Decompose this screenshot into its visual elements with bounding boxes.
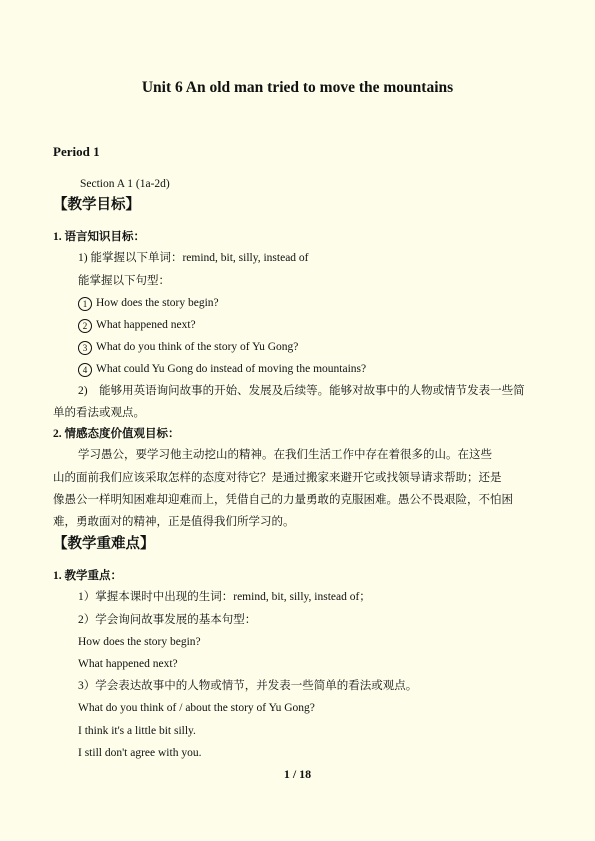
focus-line: I still don't agree with you.: [78, 747, 202, 759]
emotion-goals-heading: 2. 情感态度价值观目标：: [53, 428, 180, 440]
pattern-text: What happened next?: [96, 319, 196, 331]
pattern-item: [78, 340, 298, 355]
emotion-paragraph-line: 山的面前我们应该采取怎样的态度对待它？是通过搬家来避开它或找领导请求帮助；还是: [53, 472, 502, 484]
skill-goal-line: 2) 能够用英语询问故事的开始、发展及后续等。能够对故事中的人物或情节发表一些简: [78, 385, 525, 397]
page-number: 1 / 18: [283, 767, 312, 781]
pattern-item: [78, 318, 196, 333]
patterns-intro: 能掌握以下句型：: [78, 275, 170, 287]
focus-line: 2）学会询问故事发展的基本句型：: [78, 614, 257, 626]
focus-line: I think it's a little bit silly.: [78, 725, 196, 737]
circled-number: 2: [78, 319, 92, 333]
objectives-heading: 【教学目标】: [53, 197, 140, 213]
pattern-item: [78, 296, 219, 311]
language-goals-heading: 1. 语言知识目标：: [53, 231, 145, 243]
focus-line: What happened next?: [78, 658, 178, 670]
emotion-paragraph-line: 学习愚公，要学习他主动挖山的精神。在我们生活工作中存在着很多的山。在这些: [78, 449, 492, 461]
focus-line: What do you think of / about the story of Yu Gong?: [78, 702, 315, 714]
pattern-item: [78, 362, 366, 377]
emotion-paragraph-line: 难，勇敢面对的精神，正是值得我们所学习的。: [53, 516, 295, 528]
pattern-text: How does the story begin?: [96, 297, 219, 309]
circled-number: 1: [78, 297, 92, 311]
focus-line: How does the story begin?: [78, 636, 201, 648]
pattern-text: What could Yu Gong do instead of moving the mountains?: [96, 363, 367, 375]
circled-number: 4: [78, 363, 92, 377]
vocabulary-line: 1) 能掌握以下单词：remind, bit, silly, instead of: [78, 252, 309, 264]
emotion-paragraph-line: 像愚公一样明知困难却迎难而上，凭借自己的力量勇敢的克服困难。愚公不畏艰险，不怕困: [53, 494, 513, 506]
pattern-text: What do you think of the story of Yu Gong?: [96, 341, 299, 353]
focus-line: 1）掌握本课时中出现的生词：remind, bit, silly, instead of；: [78, 591, 371, 603]
section-label: Section A 1 (1a-2d): [80, 178, 170, 190]
period-heading: Period 1: [53, 144, 100, 159]
document-title: Unit 6 An old man tried to move the mountains: [141, 79, 454, 96]
circled-number: 3: [78, 341, 92, 355]
skill-goal-line: 单的看法或观点。: [53, 407, 145, 419]
key-points-heading: 【教学重难点】: [53, 536, 155, 552]
focus-heading: 1. 教学重点：: [53, 570, 122, 582]
focus-line: 3）学会表达故事中的人物或情节，并发表一些简单的看法或观点。: [78, 680, 418, 692]
